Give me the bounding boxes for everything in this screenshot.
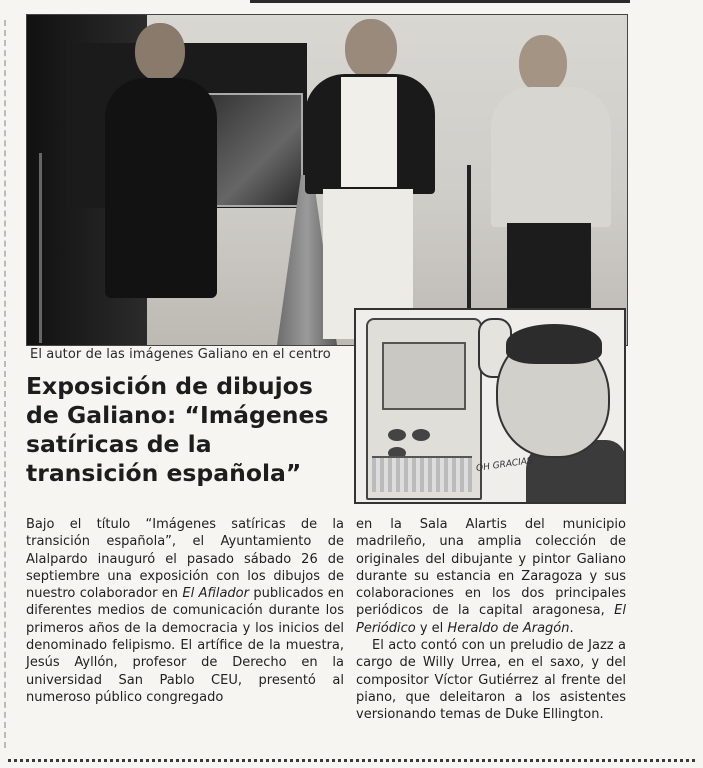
event-photo xyxy=(26,14,628,346)
exhibition-poster xyxy=(203,93,303,207)
person-right xyxy=(491,35,621,335)
caricature-hair xyxy=(506,324,602,364)
microphone-stand xyxy=(39,153,42,343)
cut-line xyxy=(4,20,6,748)
article-paragraph: en la Sala Alartis del municipio madrileño, una amplia colección de originales del dibujante y pintor Galiano durante su estancia en Zaragoza y sus colaboraciones en los dos principales periódicos de la capital aragonesa, El Periódico y el Heraldo de Aragón. xyxy=(356,517,626,636)
caricature-scribble: OH GRACIAS xyxy=(475,456,534,474)
article-paragraph: Bajo el título “Imágenes satíricas de la transición española”, el Ayuntamiento de Alalpardo inauguró el pasado sábado 26 de septiembre una exposición con los dibujos de nuestro colaborador en El Afilador publicados en diferentes medios de comunicación durante los primeros años de la democracia y los inicios del denominado felipismo. El artífice de la muestra, Jesús Ayllón, profesor de Derecho en la universidad San Pablo CEU, presentó al numeroso público congregado xyxy=(26,517,344,705)
bottom-rule xyxy=(8,759,695,762)
top-rule xyxy=(250,0,630,3)
person-left xyxy=(105,23,217,343)
article-column-right xyxy=(356,516,626,724)
article-paragraph: El acto contó con un preludio de Jazz a cargo de Willy Urrea, en el saxo, y del compositor Víctor Gutiérrez al frente del piano, que deleitaron a los asistentes versionando temas de Duke Ellington. xyxy=(356,638,626,723)
person-center-galiano xyxy=(305,19,445,345)
caricature-drawing xyxy=(354,308,626,504)
article-headline: Exposición de dibujos de Galiano: “Imágenes satíricas de la transición española” xyxy=(26,372,329,488)
photo-caption: El autor de las imágenes Galiano en el centro xyxy=(30,347,331,362)
slot-machine xyxy=(366,318,482,500)
article-column-left xyxy=(26,516,344,706)
